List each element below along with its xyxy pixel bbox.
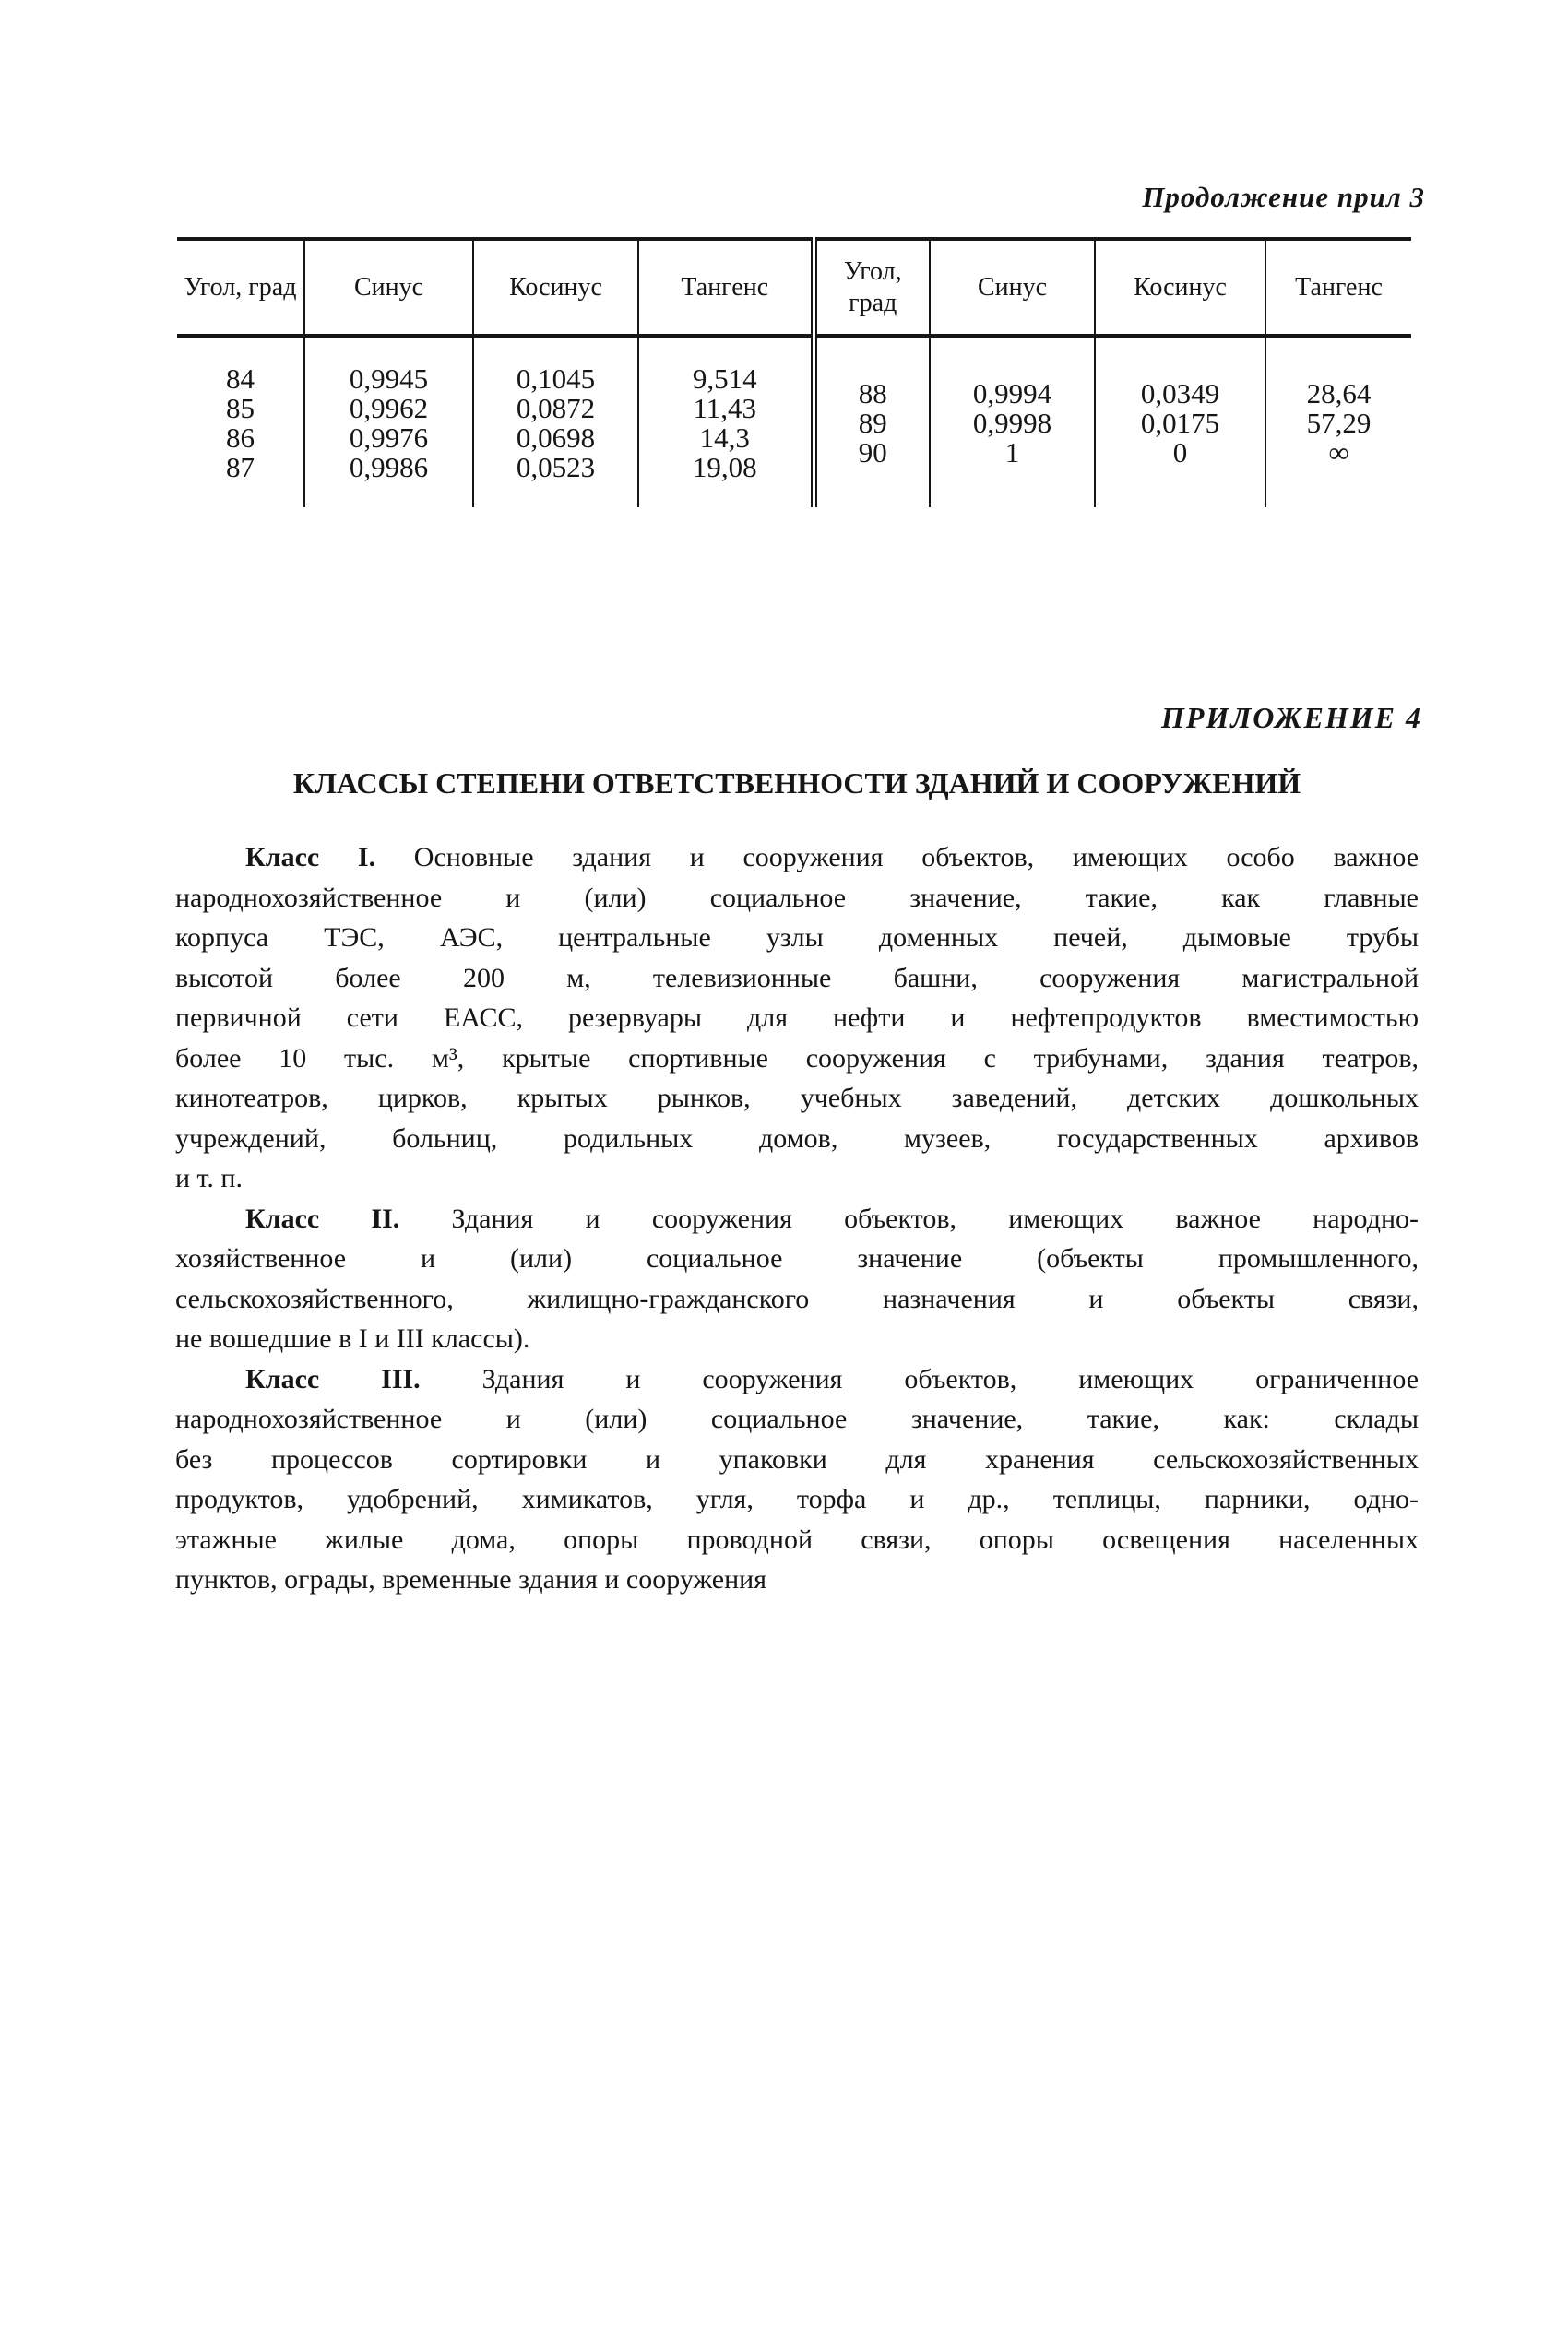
cell-value: 11,43	[693, 391, 757, 424]
cell-value: 0,0872	[516, 391, 596, 424]
text-line: пунктов, ограды, временные здания и сооружения	[175, 1564, 767, 1595]
text-line: хозяйственное и (или) социальное значение (объекты промышленного,	[175, 1243, 1419, 1274]
cell-value: 85	[226, 391, 255, 424]
cell-value: 57,29	[1306, 406, 1372, 439]
text-line-rest: Основные здания и сооружения объектов, имеющих особо важное	[413, 842, 1420, 872]
cell-value: 0,0698	[516, 421, 596, 454]
cell-value: 86	[226, 421, 255, 454]
cell-value: 0,9976	[349, 421, 429, 454]
cell-value: 0,0523	[516, 450, 596, 483]
header-sine-right: Синус	[930, 239, 1095, 337]
cell-value: 0,9962	[349, 391, 429, 424]
cell-value: 0,9994	[972, 376, 1052, 409]
cell-value: 0,1045	[516, 362, 596, 395]
text-line: корпуса ТЭС, АЭС, центральные узлы доменных печей, дымовые трубы	[175, 922, 1419, 953]
cell-value: 90	[858, 435, 887, 469]
class-2-lead: Класс II.	[245, 1203, 400, 1234]
column-tangent-left	[638, 337, 814, 508]
text-line: сельскохозяйственного, жилищно-гражданского назначения и объекты связи,	[175, 1283, 1419, 1314]
header-angle-left: Угол, град	[177, 239, 304, 337]
text-line: и т. п.	[175, 1163, 243, 1193]
text-line: этажные жилые дома, опоры проводной связи, опоры освещения населенных	[175, 1524, 1419, 1555]
paragraph-class-3	[175, 1359, 1419, 1600]
cell-value: 0,9986	[349, 450, 429, 483]
text-line-rest: Здания и сооружения объектов, имеющих важное народно-	[451, 1203, 1419, 1234]
column-cosine-left	[473, 337, 638, 508]
text-line: без процессов сортировки и упаковки для хранения сельскохозяйственных	[175, 1443, 1419, 1475]
text-line: продуктов, удобрений, химикатов, угля, торфа и др., теплицы, парники, одно-	[175, 1484, 1419, 1514]
header-cosine-left: Косинус	[473, 239, 638, 337]
cell-value: 0,0175	[1140, 406, 1220, 439]
column-tangent-right	[1265, 337, 1411, 508]
continuation-note: Продолжение прил 3	[1142, 181, 1425, 213]
cell-value: 84	[226, 362, 255, 395]
header-tangent-right: Тангенс	[1265, 239, 1411, 337]
text-line: учреждений, больниц, родильных домов, музеев, государственных архивов	[175, 1122, 1419, 1154]
text-line: высотой более 200 м, телевизионные башни, сооружения магистральной	[175, 962, 1419, 993]
appendix-label: ПРИЛОЖЕНИЕ 4	[1160, 701, 1422, 734]
cell-value: 28,64	[1306, 376, 1372, 409]
text-line: не вошедшие в I и III классы).	[175, 1323, 530, 1354]
column-angle-left	[177, 337, 304, 508]
paragraph-class-2	[175, 1199, 1419, 1359]
cell-value: 88	[858, 376, 887, 409]
text-line	[175, 1359, 1419, 1400]
cell-value: 1	[1004, 435, 1020, 469]
header-tangent-left: Тангенс	[638, 239, 814, 337]
trig-table	[177, 237, 1411, 507]
header-cosine-right: Косинус	[1095, 239, 1265, 337]
column-sine-left	[304, 337, 473, 508]
cell-value: 9,514	[692, 362, 757, 395]
cell-value: 14,3	[699, 421, 750, 454]
column-sine-right	[930, 337, 1095, 508]
text-line: кинотеатров, цирков, крытых рынков, учебных заведений, детских дошкольных	[175, 1083, 1419, 1113]
text-line	[175, 837, 1419, 878]
paragraph-class-1	[175, 837, 1419, 1199]
text-line: народнохозяйственное и (или) социальное значение, такие, как главные	[175, 882, 1419, 913]
section-title: КЛАССЫ СТЕПЕНИ ОТВЕТСТВЕННОСТИ ЗДАНИЙ И СООРУЖЕНИЙ	[292, 766, 1301, 800]
class-1-lead: Класс I.	[245, 842, 376, 872]
cell-value: 0	[1172, 435, 1188, 469]
body-text	[175, 837, 1419, 1600]
cell-value: 19,08	[692, 450, 757, 483]
header-sine-left: Синус	[304, 239, 473, 337]
text-line: народнохозяйственное и (или) социальное значение, такие, как: склады	[175, 1404, 1419, 1434]
column-angle-right	[814, 337, 930, 508]
cell-value: ∞	[1328, 435, 1349, 469]
text-line: первичной сети ЕАСС, резервуары для нефти и нефтепродуктов вместимостью	[175, 1002, 1419, 1033]
text-line-rest: Здания и сооружения объектов, имеющих ограниченное	[481, 1363, 1420, 1394]
table-body-row	[177, 337, 1411, 508]
text-line: более 10 тыс. м³, крытые спортивные сооружения с трибунами, здания театров,	[175, 1042, 1419, 1074]
cell-value: 0,9945	[349, 362, 429, 395]
class-3-lead: Класс III.	[245, 1363, 421, 1394]
cell-value: 89	[858, 406, 887, 439]
table-header-row	[177, 239, 1411, 337]
cell-value: 87	[226, 450, 255, 483]
header-angle-right: Угол, град	[814, 239, 930, 337]
text-line	[175, 1199, 1419, 1240]
cell-value: 0,9998	[972, 406, 1052, 439]
column-cosine-right	[1095, 337, 1265, 508]
cell-value: 0,0349	[1140, 376, 1220, 409]
